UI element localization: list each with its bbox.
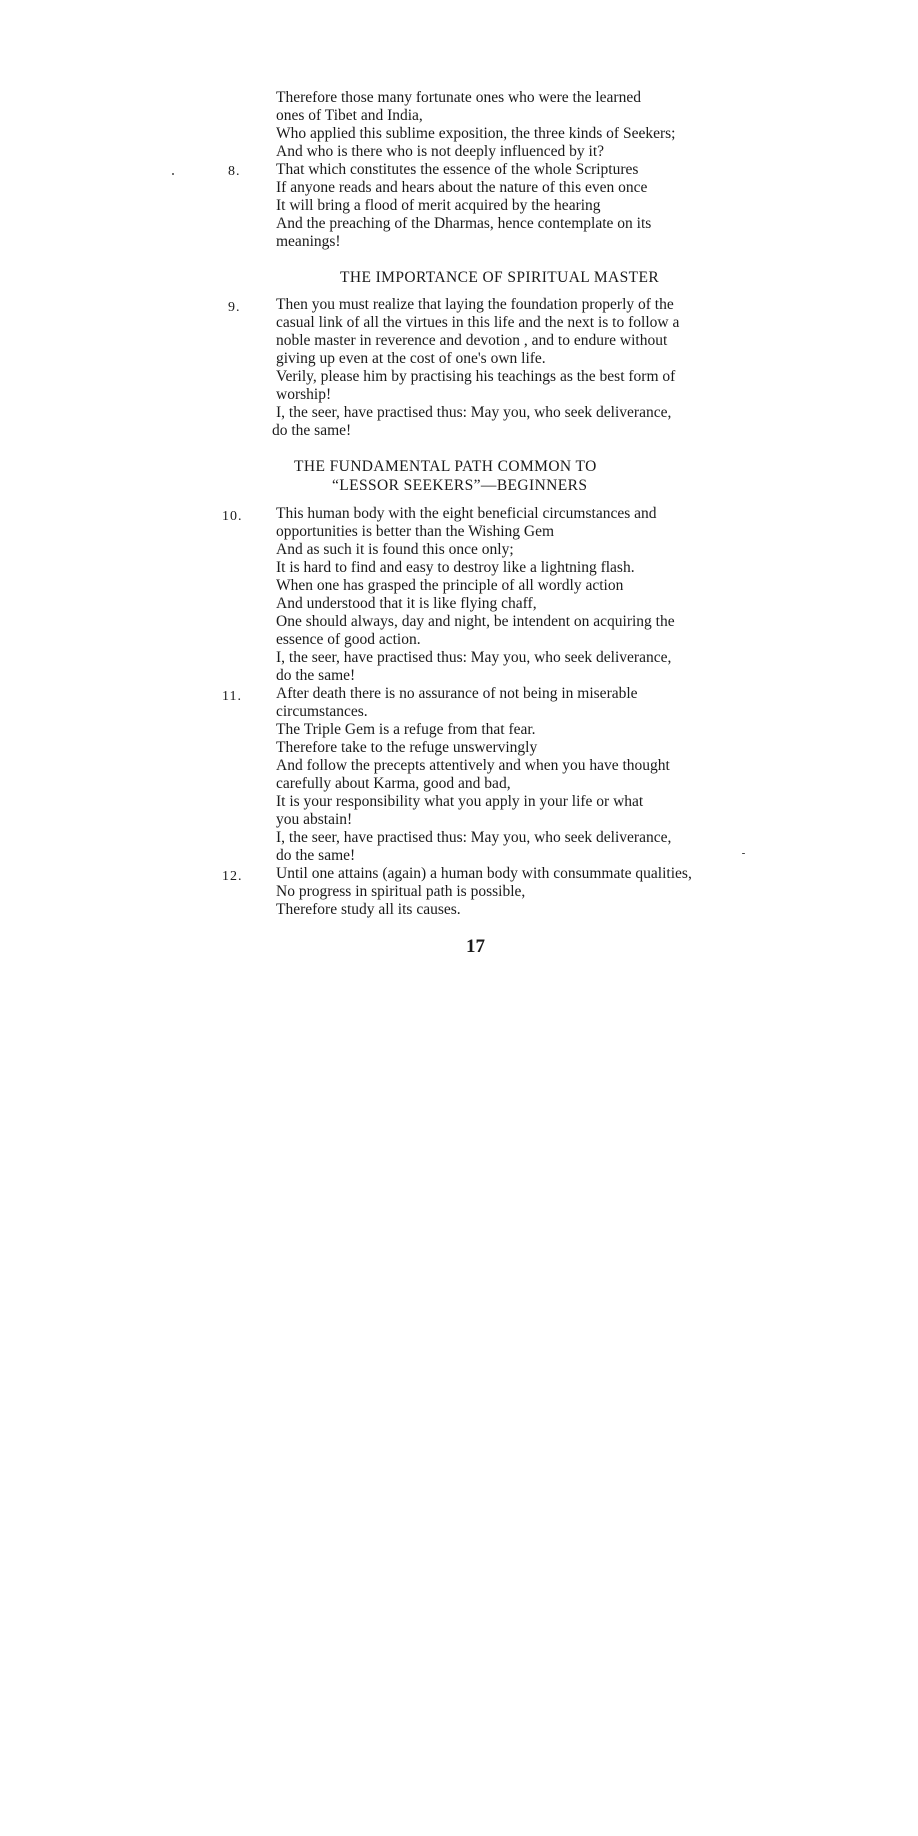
verse-line: Then you must realize that laying the foundation properly of the [276,296,674,313]
verse-line: Therefore study all its causes. [276,901,461,918]
verse-line: meanings! [276,233,341,250]
stray-mark [172,173,174,175]
verse-line: And understood that it is like flying chaff, [276,595,537,612]
verse-line: circumstances. [276,703,368,720]
verse-11 [276,685,716,865]
page-number: 17 [466,936,485,957]
verse-line: After death there is no assurance of not being in miserable [276,685,638,702]
verse-line: And as such it is found this once only; [276,541,514,558]
intro-line: Therefore those many fortunate ones who were the learned [276,89,641,106]
verse-number: 10. [222,509,243,524]
verse-line: Until one attains (again) a human body with consummate qualities, [276,865,692,882]
verse-line: casual link of all the virtues in this life and the next is to follow a [276,314,680,331]
verse-line: When one has grasped the principle of all wordly action [276,577,624,594]
verse-line: I, the seer, have practised thus: May you, who seek deliverance, [276,649,672,666]
verse-line: you abstain! [276,811,353,828]
verse-line: giving up even at the cost of one's own life. [276,350,546,367]
verse-line: noble master in reverence and devotion , and to endure without [276,332,668,349]
verse-number: 9. [228,300,241,315]
section-heading: THE IMPORTANCE OF SPIRITUAL MASTER [340,269,660,286]
verse-line: do the same! [272,422,352,439]
verse-line: Verily, please him by practising his teachings as the best form of [276,368,676,385]
verse-line: That which constitutes the essence of the whole Scriptures [276,161,639,178]
verse-line: Therefore take to the refuge unswervingly [276,739,538,756]
section-heading-line-1: THE FUNDAMENTAL PATH COMMON TO [294,458,597,475]
section-heading-line-2: “LESSOR SEEKERS”—BEGINNERS [332,477,588,494]
verse-line: And the preaching of the Dharmas, hence contemplate on its [276,215,652,232]
verse-line: It is your responsibility what you apply in your life or what [276,793,644,810]
intro-paragraph [276,89,716,161]
intro-line: Who applied this sublime exposition, the three kinds of Seekers; [276,125,676,142]
verse-10 [276,505,716,685]
verse-number: 8. [228,164,241,179]
verse-line: No progress in spiritual path is possible, [276,883,526,900]
verse-line: It will bring a flood of merit acquired by the hearing [276,197,601,214]
verse-line: If anyone reads and hears about the nature of this even once [276,179,648,196]
verse-line: One should always, day and night, be intendent on acquiring the [276,613,675,630]
verse-line: carefully about Karma, good and bad, [276,775,511,792]
verse-line: essence of good action. [276,631,421,648]
verse-line: do the same! [276,667,356,684]
verse-12 [276,865,716,919]
intro-line: ones of Tibet and India, [276,107,423,124]
intro-line: And who is there who is not deeply influenced by it? [276,143,605,160]
verse-line: worship! [276,386,332,403]
verse-line: I, the seer, have practised thus: May you, who seek deliverance, [276,404,672,421]
verse-number: 12. [222,869,243,884]
verse-line: And follow the precepts attentively and when you have thought [276,757,670,774]
stray-mark [742,853,745,854]
verse-8 [276,161,716,251]
verse-line: do the same! [276,847,356,864]
verse-line: It is hard to find and easy to destroy like a lightning flash. [276,559,635,576]
verse-line: opportunities is better than the Wishing Gem [276,523,555,540]
verse-number: 11. [222,689,242,704]
verse-9 [272,296,716,440]
verse-line: I, the seer, have practised thus: May you, who seek deliverance, [276,829,672,846]
verse-line: The Triple Gem is a refuge from that fear. [276,721,536,738]
verse-line: This human body with the eight beneficial circumstances and [276,505,657,522]
